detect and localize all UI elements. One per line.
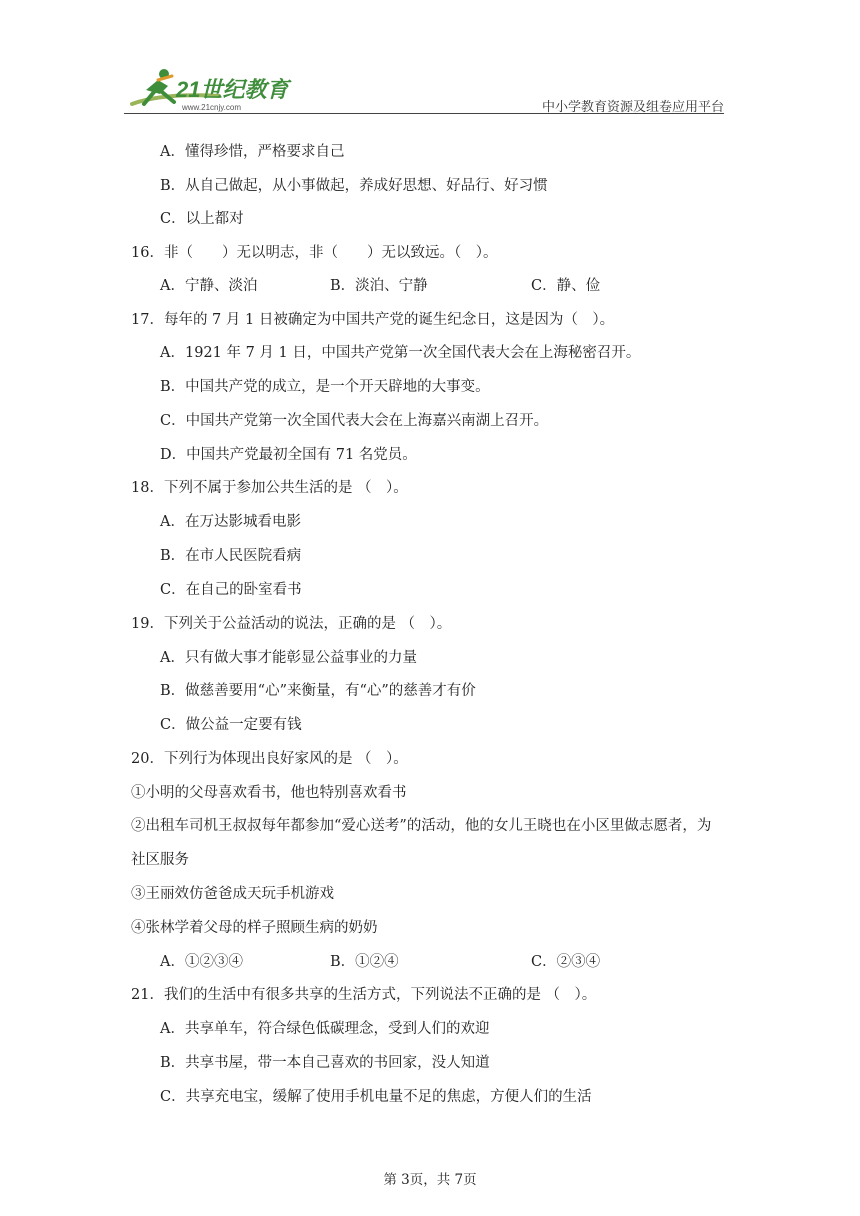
answer-option: A．懂得珍惜，严格要求自己: [160, 144, 345, 160]
q16-option-b: B．淡泊、宁静: [330, 278, 428, 294]
answer-option: A．在万达影城看电影: [160, 514, 301, 530]
21cnjy-logo: [124, 66, 294, 116]
q16-option-a: A．宁静、淡泊: [160, 278, 258, 294]
statement-item: ①小明的父母喜欢看书，他也特别喜欢看书: [131, 785, 407, 801]
answer-option: A．只有做大事才能彰显公益事业的力量: [160, 650, 417, 666]
question-stem: 18．下列不属于参加公共生活的是 （ ）。: [131, 480, 408, 496]
statement-item: 社区服务: [131, 852, 189, 868]
question-stem: 16．非（ ）无以明志，非（ ）无以致远。（ ）。: [131, 245, 498, 261]
platform-name: 中小学教育资源及组卷应用平台: [541, 100, 724, 115]
question-stem: 21．我们的生活中有很多共享的生活方式，下列说法不正确的是 （ ）。: [131, 987, 597, 1003]
answer-option: B．做慈善要用“心”来衡量，有“心”的慈善才有价: [160, 683, 476, 699]
page-header: [124, 66, 724, 118]
statement-item: ③王丽效仿爸爸成天玩手机游戏: [131, 886, 334, 902]
answer-option: A．共享单车，符合绿色低碳理念，受到人们的欢迎: [160, 1021, 490, 1037]
answer-option: C．做公益一定要有钱: [160, 717, 302, 733]
statement-item: ④张林学着父母的样子照顾生病的奶奶: [131, 920, 378, 936]
statement-item: ②出租车司机王叔叔每年都参加“爱心送考”的活动，他的女儿王晓也在小区里做志愿者，为: [131, 818, 712, 834]
question-stem: 20．下列行为体现出良好家风的是 （ ）。: [131, 751, 408, 767]
answer-option: C．在自己的卧室看书: [160, 582, 302, 598]
answer-option: A．1921 年 7 月 1 日，中国共产党第一次全国代表大会在上海秘密召开。: [160, 345, 641, 361]
logo-url: www.21cnjy.com: [182, 103, 241, 112]
answer-option: C．中国共产党第一次全国代表大会在上海嘉兴南湖上召开。: [160, 413, 549, 429]
answer-option: C．以上都对: [160, 211, 244, 227]
q20-option-b: B．①②④: [330, 954, 399, 970]
answer-option: D．中国共产党最初全国有 71 名党员。: [160, 447, 417, 463]
answer-option: C．共享充电宝，缓解了使用手机电量不足的焦虑，方便人们的生活: [160, 1089, 592, 1105]
q16-option-c: C．静、俭: [531, 278, 601, 294]
question-stem: 19．下列关于公益活动的说法，正确的是 （ ）。: [131, 616, 452, 632]
q20-option-a: A．①②③④: [160, 954, 243, 970]
answer-option: B．中国共产党的成立，是一个开天辟地的大事变。: [160, 379, 490, 395]
page-footer: 第 3页，共 7页: [383, 1172, 477, 1188]
q20-option-c: C．②③④: [531, 954, 601, 970]
answer-option: B．从自己做起，从小事做起，养成好思想、好品行、好习惯: [160, 178, 548, 194]
logo-text: 21世纪教育: [176, 77, 289, 102]
header-divider: [124, 113, 724, 114]
answer-option: B．共享书屋，带一本自己喜欢的书回家，没人知道: [160, 1055, 490, 1071]
answer-option: B．在市人民医院看病: [160, 548, 302, 564]
question-stem: 17．每年的 7 月 1 日被确定为中国共产党的诞生纪念日，这是因为（ ）。: [131, 312, 615, 328]
